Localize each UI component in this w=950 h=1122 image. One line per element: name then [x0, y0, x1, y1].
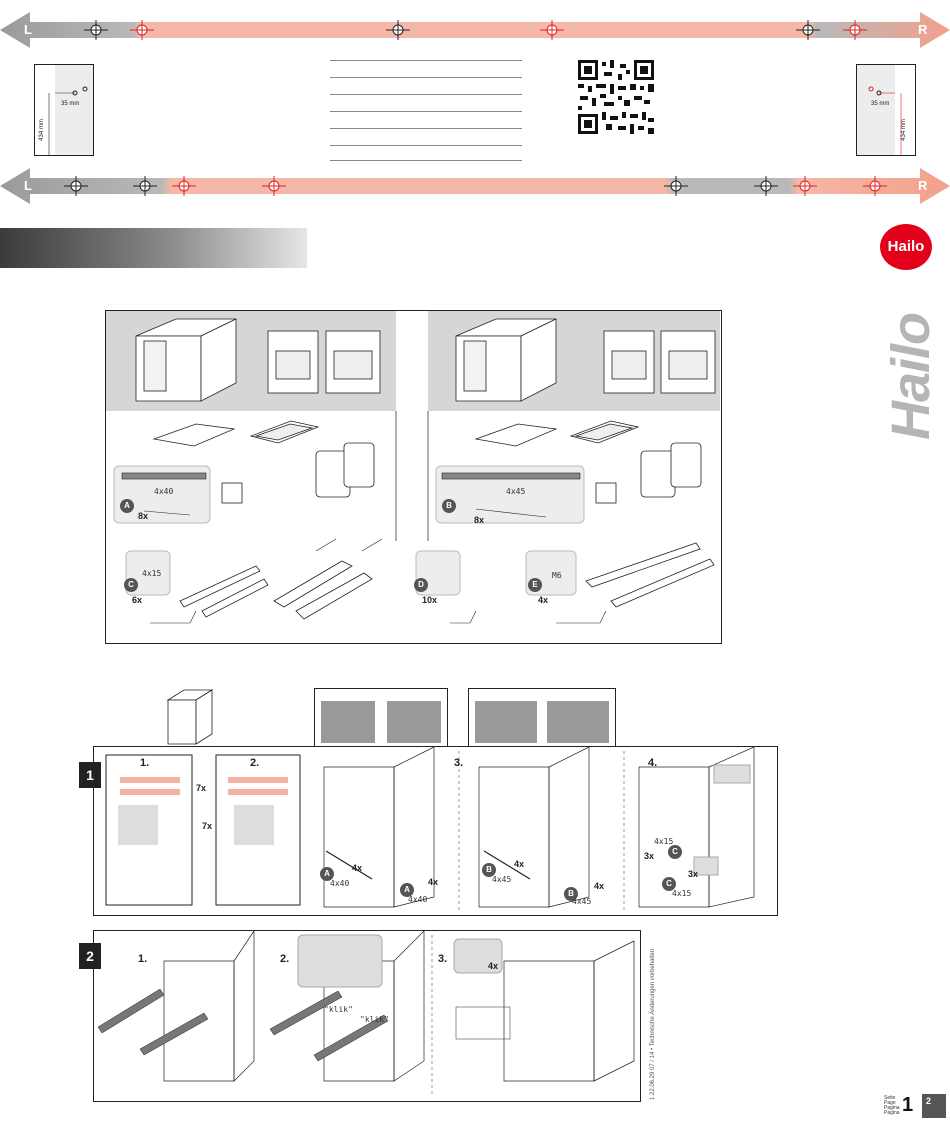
- step1-c2-size: 4x15: [672, 889, 692, 898]
- form-line: [330, 94, 522, 95]
- form-line: [330, 128, 522, 129]
- left-mount-dim-horizontal: 35 mm: [61, 101, 80, 107]
- next-page-tab[interactable]: [922, 1094, 946, 1118]
- step1-c-size: 4x15: [654, 837, 674, 846]
- step2-panel: [93, 930, 641, 1102]
- part-e-size: M6: [552, 571, 562, 580]
- part-b-size: 4x45: [506, 487, 526, 496]
- page-label-it: Pagina: [884, 1105, 900, 1111]
- step1-a2-qty: 4x: [428, 877, 439, 887]
- step1-substep-3: 3.: [454, 757, 464, 769]
- step1-a-badge: A: [320, 867, 334, 881]
- part-a-qty: 8x: [138, 511, 149, 521]
- form-line: [330, 77, 522, 78]
- left-mount-drawing: [35, 65, 93, 155]
- step1-c-qty: 3x: [644, 851, 655, 861]
- part-e-badge: E: [528, 578, 542, 592]
- step1-qty-7x-b: 7x: [202, 821, 213, 831]
- step1-substep-2: 2.: [250, 757, 260, 769]
- step2-qty-4x: 4x: [488, 961, 499, 971]
- right-mount-dim-horizontal: 35 mm: [871, 101, 890, 107]
- step1-b2-badge: B: [564, 887, 578, 901]
- hailo-vertical-wordmark: [880, 240, 940, 440]
- step1-number-badge: 1: [79, 762, 101, 788]
- footer-vertical-note: 1 22.06.29 07 / 14 • Technische Änderungen vorbehalten: [650, 948, 656, 1100]
- right-mount-drawing: [857, 65, 915, 155]
- step1-a-size: 4x40: [330, 879, 350, 888]
- hailo-vertical-text: Hailo: [881, 312, 941, 440]
- top-bar-markers: [0, 10, 950, 50]
- step1-a2-badge: A: [400, 883, 414, 897]
- step1-c-badge: C: [668, 845, 682, 859]
- next-page-number: 2: [926, 1096, 932, 1106]
- part-d-qty: 10x: [422, 595, 438, 605]
- step1-c2-qty: 3x: [688, 869, 699, 879]
- step1-substep-4: 4.: [648, 757, 658, 769]
- right-mount-diagram: [856, 64, 916, 156]
- part-b-qty: 8x: [474, 515, 485, 525]
- form-line: [330, 145, 522, 146]
- bottom-bar-right-label: R: [918, 178, 928, 193]
- left-mount-dim-vertical: 434 mm: [38, 119, 45, 141]
- form-line: [330, 160, 522, 161]
- part-d-badge: D: [414, 578, 428, 592]
- step2-substep-2: 2.: [280, 953, 290, 965]
- step1-b2-qty: 4x: [594, 881, 605, 891]
- hailo-logo-text: Hailo: [887, 238, 925, 255]
- part-c-badge: C: [124, 578, 138, 592]
- page-label-en: Page: [884, 1100, 896, 1106]
- step1-substep-1: 1.: [140, 757, 150, 769]
- step2-number-badge: 2: [79, 943, 101, 969]
- part-e-qty: 4x: [538, 595, 549, 605]
- part-a-size: 4x40: [154, 487, 174, 496]
- top-bar-right-label: R: [918, 22, 928, 37]
- step1-panel: [93, 746, 778, 916]
- page-label-de: Seite: [884, 1095, 896, 1101]
- page-number: 1: [902, 1094, 914, 1116]
- top-bar-left-label: L: [24, 22, 32, 37]
- step1-detail-box-left: [314, 688, 448, 750]
- step1-qty-7x-a: 7x: [196, 783, 207, 793]
- part-c-size: 4x15: [142, 569, 162, 578]
- part-a-badge: A: [120, 499, 134, 513]
- parts-drawings: [106, 311, 721, 643]
- section-title-bar: [0, 228, 307, 268]
- page-label-block: [884, 1096, 900, 1116]
- form-line: [330, 111, 522, 112]
- part-b-badge: B: [442, 499, 456, 513]
- step1-cabinet-icon: [160, 686, 220, 750]
- step1-a-qty: 4x: [352, 863, 363, 873]
- form-line: [330, 60, 522, 61]
- step1-detail-box-right: [468, 688, 616, 750]
- step1-a2-size: 4x40: [408, 895, 428, 904]
- parts-overview-panel: [105, 310, 722, 644]
- step2-click-label-1: "klik": [324, 1005, 353, 1014]
- step1-b-badge: B: [482, 863, 496, 877]
- bottom-bar-left-label: L: [24, 178, 32, 193]
- step2-substep-3: 3.: [438, 953, 448, 965]
- step1-b2-size: 4x45: [572, 897, 592, 906]
- step2-substep-1: 1.: [138, 953, 148, 965]
- bottom-measurement-bar: [0, 166, 950, 206]
- step1-b-size: 4x45: [492, 875, 512, 884]
- right-mount-dim-vertical: 434 mm: [900, 119, 907, 141]
- step1-b-qty: 4x: [514, 859, 525, 869]
- step2-click-label-2: "klik": [360, 1015, 389, 1024]
- step1-c2-badge: C: [662, 877, 676, 891]
- part-c-qty: 6x: [132, 595, 143, 605]
- left-mount-diagram: [34, 64, 94, 156]
- page-label-es: Página: [884, 1110, 900, 1116]
- qr-code[interactable]: [578, 60, 654, 134]
